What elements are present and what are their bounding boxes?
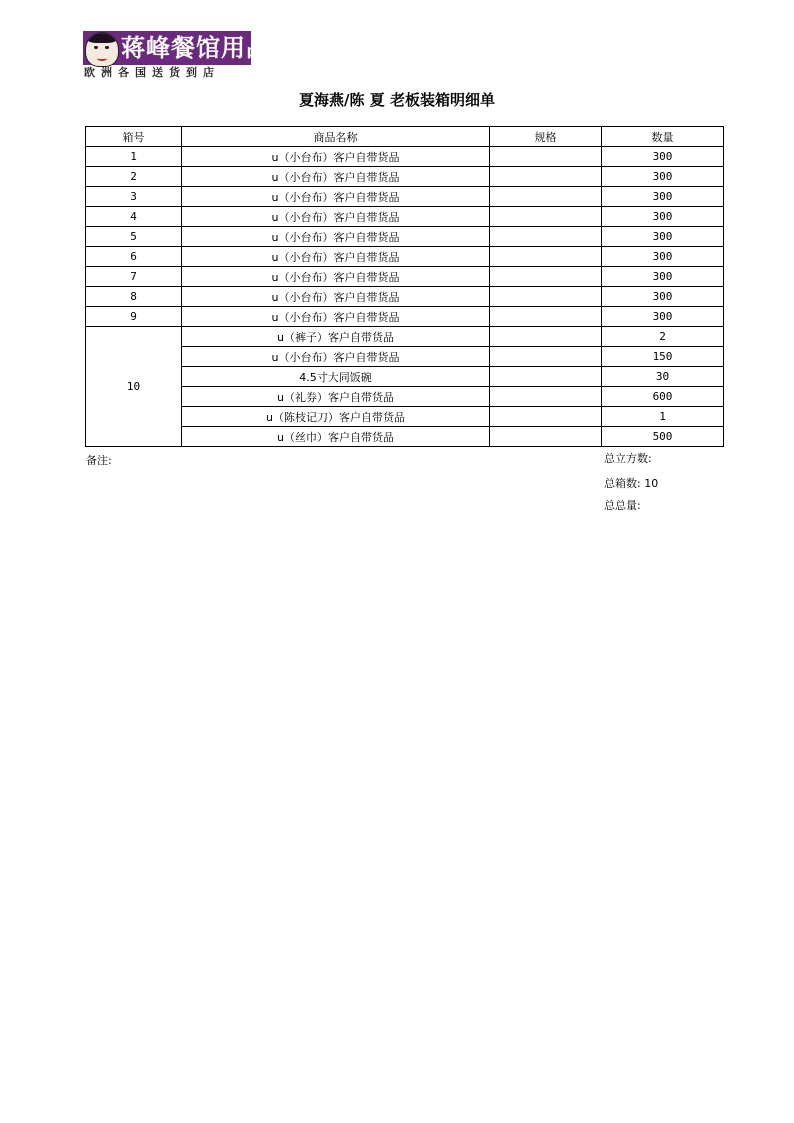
cell-quantity: 150	[602, 347, 724, 367]
cell-product-name: u（陈枝记刀）客户自带货品	[182, 407, 490, 427]
table-row	[86, 207, 724, 227]
table-row	[86, 227, 724, 247]
document-title: 夏海燕/陈 夏 老板装箱明细单	[299, 91, 495, 109]
cell-spec	[490, 287, 602, 307]
table-row	[86, 427, 724, 447]
cell-product-name: u（小台布）客户自带货品	[182, 307, 490, 327]
packing-list-table	[85, 126, 724, 447]
cell-product-name: u（小台布）客户自带货品	[182, 187, 490, 207]
cell-quantity: 600	[602, 387, 724, 407]
logo-title: 蒋峰餐馆用品	[121, 34, 271, 62]
cell-product-name: u（小台布）客户自带货品	[182, 267, 490, 287]
cell-box-no-merged: 10	[86, 327, 182, 447]
table-row	[86, 167, 724, 187]
total-boxes-label: 总箱数:	[604, 477, 641, 490]
cell-product-name: 4.5寸大同饭碗	[182, 367, 490, 387]
cell-quantity: 2	[602, 327, 724, 347]
header-quantity: 数量	[602, 127, 724, 147]
header-box-no: 箱号	[86, 127, 182, 147]
total-boxes-row	[604, 475, 658, 491]
cell-box-no: 7	[86, 267, 182, 287]
cell-product-name: u（裤子）客户自带货品	[182, 327, 490, 347]
cell-product-name: u（小台布）客户自带货品	[182, 207, 490, 227]
cell-box-no: 5	[86, 227, 182, 247]
cell-product-name: u（小台布）客户自带货品	[182, 287, 490, 307]
table-row	[86, 387, 724, 407]
table-row	[86, 187, 724, 207]
cell-box-no: 8	[86, 287, 182, 307]
table-row	[86, 347, 724, 367]
table-row	[86, 327, 724, 347]
cell-product-name: u（礼券）客户自带货品	[182, 387, 490, 407]
cell-quantity: 500	[602, 427, 724, 447]
header-spec: 规格	[490, 127, 602, 147]
cell-box-no: 6	[86, 247, 182, 267]
cell-spec	[490, 167, 602, 187]
table-header-row	[86, 127, 724, 147]
cell-quantity: 300	[602, 187, 724, 207]
table-row	[86, 367, 724, 387]
company-logo	[83, 31, 271, 79]
cell-quantity: 300	[602, 287, 724, 307]
table-row	[86, 407, 724, 427]
cell-spec	[490, 327, 602, 347]
cell-spec	[490, 367, 602, 387]
header-product-name: 商品名称	[182, 127, 490, 147]
cell-spec	[490, 307, 602, 327]
cell-box-no: 2	[86, 167, 182, 187]
cell-quantity: 1	[602, 407, 724, 427]
total-cubic-label: 总立方数:	[604, 452, 652, 465]
cell-spec	[490, 427, 602, 447]
cell-spec	[490, 387, 602, 407]
cell-spec	[490, 267, 602, 287]
cell-box-no: 4	[86, 207, 182, 227]
cell-product-name: u（小台布）客户自带货品	[182, 247, 490, 267]
table-row	[86, 287, 724, 307]
cell-quantity: 300	[602, 227, 724, 247]
cell-product-name: u（小台布）客户自带货品	[182, 167, 490, 187]
cell-spec	[490, 407, 602, 427]
cell-quantity: 300	[602, 147, 724, 167]
table-row	[86, 267, 724, 287]
logo-subtitle: 欧洲各国送货到店	[84, 66, 220, 79]
cell-quantity: 300	[602, 167, 724, 187]
cell-spec	[490, 347, 602, 367]
cell-spec	[490, 227, 602, 247]
cell-product-name: u（小台布）客户自带货品	[182, 227, 490, 247]
cell-box-no: 3	[86, 187, 182, 207]
cell-quantity: 30	[602, 367, 724, 387]
logo-band	[83, 31, 271, 65]
table-row	[86, 307, 724, 327]
table-row	[86, 247, 724, 267]
cell-spec	[490, 147, 602, 167]
cell-product-name: u（小台布）客户自带货品	[182, 147, 490, 167]
cell-spec	[490, 207, 602, 227]
total-weight-label: 总总量:	[604, 499, 641, 512]
remarks-label: 备注:	[86, 454, 112, 467]
cell-quantity: 300	[602, 267, 724, 287]
mascot-portrait-icon	[85, 32, 119, 67]
cell-box-no: 9	[86, 307, 182, 327]
cell-quantity: 300	[602, 247, 724, 267]
cell-product-name: u（丝巾）客户自带货品	[182, 427, 490, 447]
cell-quantity: 300	[602, 207, 724, 227]
cell-spec	[490, 187, 602, 207]
total-boxes-value: 10	[644, 477, 659, 490]
cell-spec	[490, 247, 602, 267]
cell-quantity: 300	[602, 307, 724, 327]
cell-box-no: 1	[86, 147, 182, 167]
table-row	[86, 147, 724, 167]
cell-product-name: u（小台布）客户自带货品	[182, 347, 490, 367]
